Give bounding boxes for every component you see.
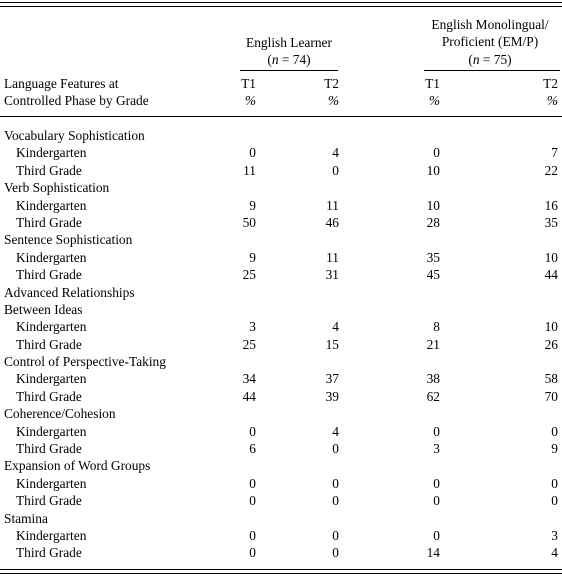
table-row [0, 127, 562, 144]
cell-value: 0 [249, 145, 256, 161]
cell-value: 0 [249, 423, 256, 439]
row-sublabel: Third Grade [16, 267, 82, 283]
cell-value: 0 [433, 475, 440, 491]
table-row [0, 405, 562, 422]
cell-value: 15 [325, 336, 339, 352]
cell-value: 0 [551, 423, 558, 439]
row-sublabel: Kindergarten [16, 319, 87, 335]
cell-value: 14 [426, 545, 440, 561]
cell-value: 0 [332, 441, 339, 457]
table-row [0, 475, 562, 492]
row-category-label: Between Ideas [4, 301, 83, 317]
cell-value: 10 [426, 197, 440, 213]
header-rule [0, 116, 562, 117]
table-row [0, 388, 562, 405]
row-sublabel: Third Grade [16, 545, 82, 561]
cell-value: 4 [332, 423, 339, 439]
table-row [0, 197, 562, 214]
row-label-header-line1: Language Features at [4, 76, 119, 91]
row-sublabel: Third Grade [16, 162, 82, 178]
cell-value: 70 [544, 388, 558, 404]
cell-value: 9 [249, 197, 256, 213]
table-row [0, 179, 562, 196]
row-category-label: Stamina [4, 510, 48, 526]
row-sublabel: Kindergarten [16, 249, 87, 265]
table-row [0, 336, 562, 353]
cell-value: 0 [433, 423, 440, 439]
col-em-t1: T1 [425, 76, 440, 91]
row-sublabel: Kindergarten [16, 527, 87, 543]
cell-value: 9 [551, 441, 558, 457]
cell-value: 3 [433, 441, 440, 457]
col-em-t2: T2 [543, 76, 558, 91]
row-category-label: Sentence Sophistication [4, 232, 133, 248]
row-sublabel: Third Grade [16, 493, 82, 509]
cell-value: 0 [551, 493, 558, 509]
table-row [0, 214, 562, 231]
cell-value: 31 [325, 267, 339, 283]
top-rule [0, 2, 562, 3]
cell-value: 28 [426, 214, 440, 230]
cell-value: 35 [544, 214, 558, 230]
row-category-label: Advanced Relationships [4, 284, 135, 300]
cell-value: 34 [242, 371, 256, 387]
cell-value: 3 [249, 319, 256, 335]
cell-value: 26 [544, 336, 558, 352]
cell-value: 6 [249, 441, 256, 457]
table-row [0, 423, 562, 440]
cell-value: 8 [433, 319, 440, 335]
cell-value: 0 [249, 493, 256, 509]
group2-title-line1: English Monolingual/ [431, 17, 549, 32]
cell-value: 0 [433, 527, 440, 543]
cell-value: 0 [332, 545, 339, 561]
cell-value: 0 [249, 527, 256, 543]
cell-value: 44 [242, 388, 256, 404]
row-sublabel: Third Grade [16, 336, 82, 352]
row-sublabel: Third Grade [16, 388, 82, 404]
group1-n: (n = 74) [267, 52, 311, 67]
cell-value: 16 [544, 197, 558, 213]
cell-value: 38 [426, 371, 440, 387]
group1-title: English Learner [246, 35, 332, 50]
row-sublabel: Third Grade [16, 214, 82, 230]
table-row [0, 527, 562, 544]
row-label-header-line2: Controlled Phase by Grade [4, 93, 149, 108]
table-row [0, 249, 562, 266]
col-el-t2: T2 [324, 76, 339, 91]
col-el-t1: T1 [241, 76, 256, 91]
group1-underline [240, 70, 338, 71]
cell-value: 44 [544, 267, 558, 283]
table-row [0, 266, 562, 283]
table-row [0, 492, 562, 509]
group2-n: (n = 75) [468, 52, 512, 67]
table-row [0, 162, 562, 179]
table-row [0, 301, 562, 318]
cell-value: 9 [249, 249, 256, 265]
row-sublabel: Third Grade [16, 441, 82, 457]
col-em-t2-pct: % [546, 93, 558, 108]
row-sublabel: Kindergarten [16, 371, 87, 387]
col-em-t1-pct: % [428, 93, 440, 108]
cell-value: 37 [325, 371, 339, 387]
cell-value: 11 [326, 249, 339, 265]
cell-value: 10 [544, 319, 558, 335]
cell-value: 0 [249, 545, 256, 561]
group2-title-line2: Proficient (EM/P) [441, 34, 539, 49]
cell-value: 22 [544, 162, 558, 178]
group2-underline [424, 70, 560, 71]
cell-value: 25 [242, 336, 256, 352]
cell-value: 50 [242, 214, 256, 230]
row-sublabel: Kindergarten [16, 423, 87, 439]
cell-value: 0 [332, 493, 339, 509]
cell-value: 4 [551, 545, 558, 561]
cell-value: 35 [426, 249, 440, 265]
cell-value: 58 [544, 371, 558, 387]
table-body [0, 127, 562, 562]
bottom-rule [0, 569, 562, 570]
row-category-label: Verb Sophistication [4, 180, 110, 196]
cell-value: 21 [426, 336, 440, 352]
cell-value: 62 [426, 388, 440, 404]
table-row [0, 284, 562, 301]
cell-value: 39 [325, 388, 339, 404]
table-row [0, 231, 562, 248]
cell-value: 0 [332, 527, 339, 543]
row-category-label: Control of Perspective-Taking [4, 354, 166, 370]
cell-value: 11 [326, 197, 339, 213]
cell-value: 10 [544, 249, 558, 265]
table-row [0, 544, 562, 561]
cell-value: 0 [249, 475, 256, 491]
row-category-label: Expansion of Word Groups [4, 458, 151, 474]
table-row [0, 510, 562, 527]
bottom-rule-inner [0, 573, 562, 574]
row-category-label: Vocabulary Sophistication [4, 128, 145, 143]
cell-value: 45 [426, 267, 440, 283]
table-row [0, 353, 562, 370]
row-sublabel: Kindergarten [16, 145, 87, 161]
table-row [0, 144, 562, 161]
cell-value: 0 [433, 145, 440, 161]
top-rule-inner [0, 6, 562, 7]
cell-value: 25 [242, 267, 256, 283]
cell-value: 46 [325, 214, 339, 230]
cell-value: 0 [332, 475, 339, 491]
table-row [0, 370, 562, 387]
table-row [0, 457, 562, 474]
cell-value: 0 [433, 493, 440, 509]
cell-value: 0 [551, 475, 558, 491]
cell-value: 10 [426, 162, 440, 178]
cell-value: 0 [332, 162, 339, 178]
table-row [0, 318, 562, 335]
cell-value: 3 [551, 527, 558, 543]
cell-value: 4 [332, 319, 339, 335]
table-row [0, 440, 562, 457]
cell-value: 4 [332, 145, 339, 161]
col-el-t1-pct: % [244, 93, 256, 108]
cell-value: 11 [243, 162, 256, 178]
row-category-label: Coherence/Cohesion [4, 406, 116, 422]
row-sublabel: Kindergarten [16, 197, 87, 213]
cell-value: 7 [551, 145, 558, 161]
col-el-t2-pct: % [327, 93, 339, 108]
row-sublabel: Kindergarten [16, 475, 87, 491]
